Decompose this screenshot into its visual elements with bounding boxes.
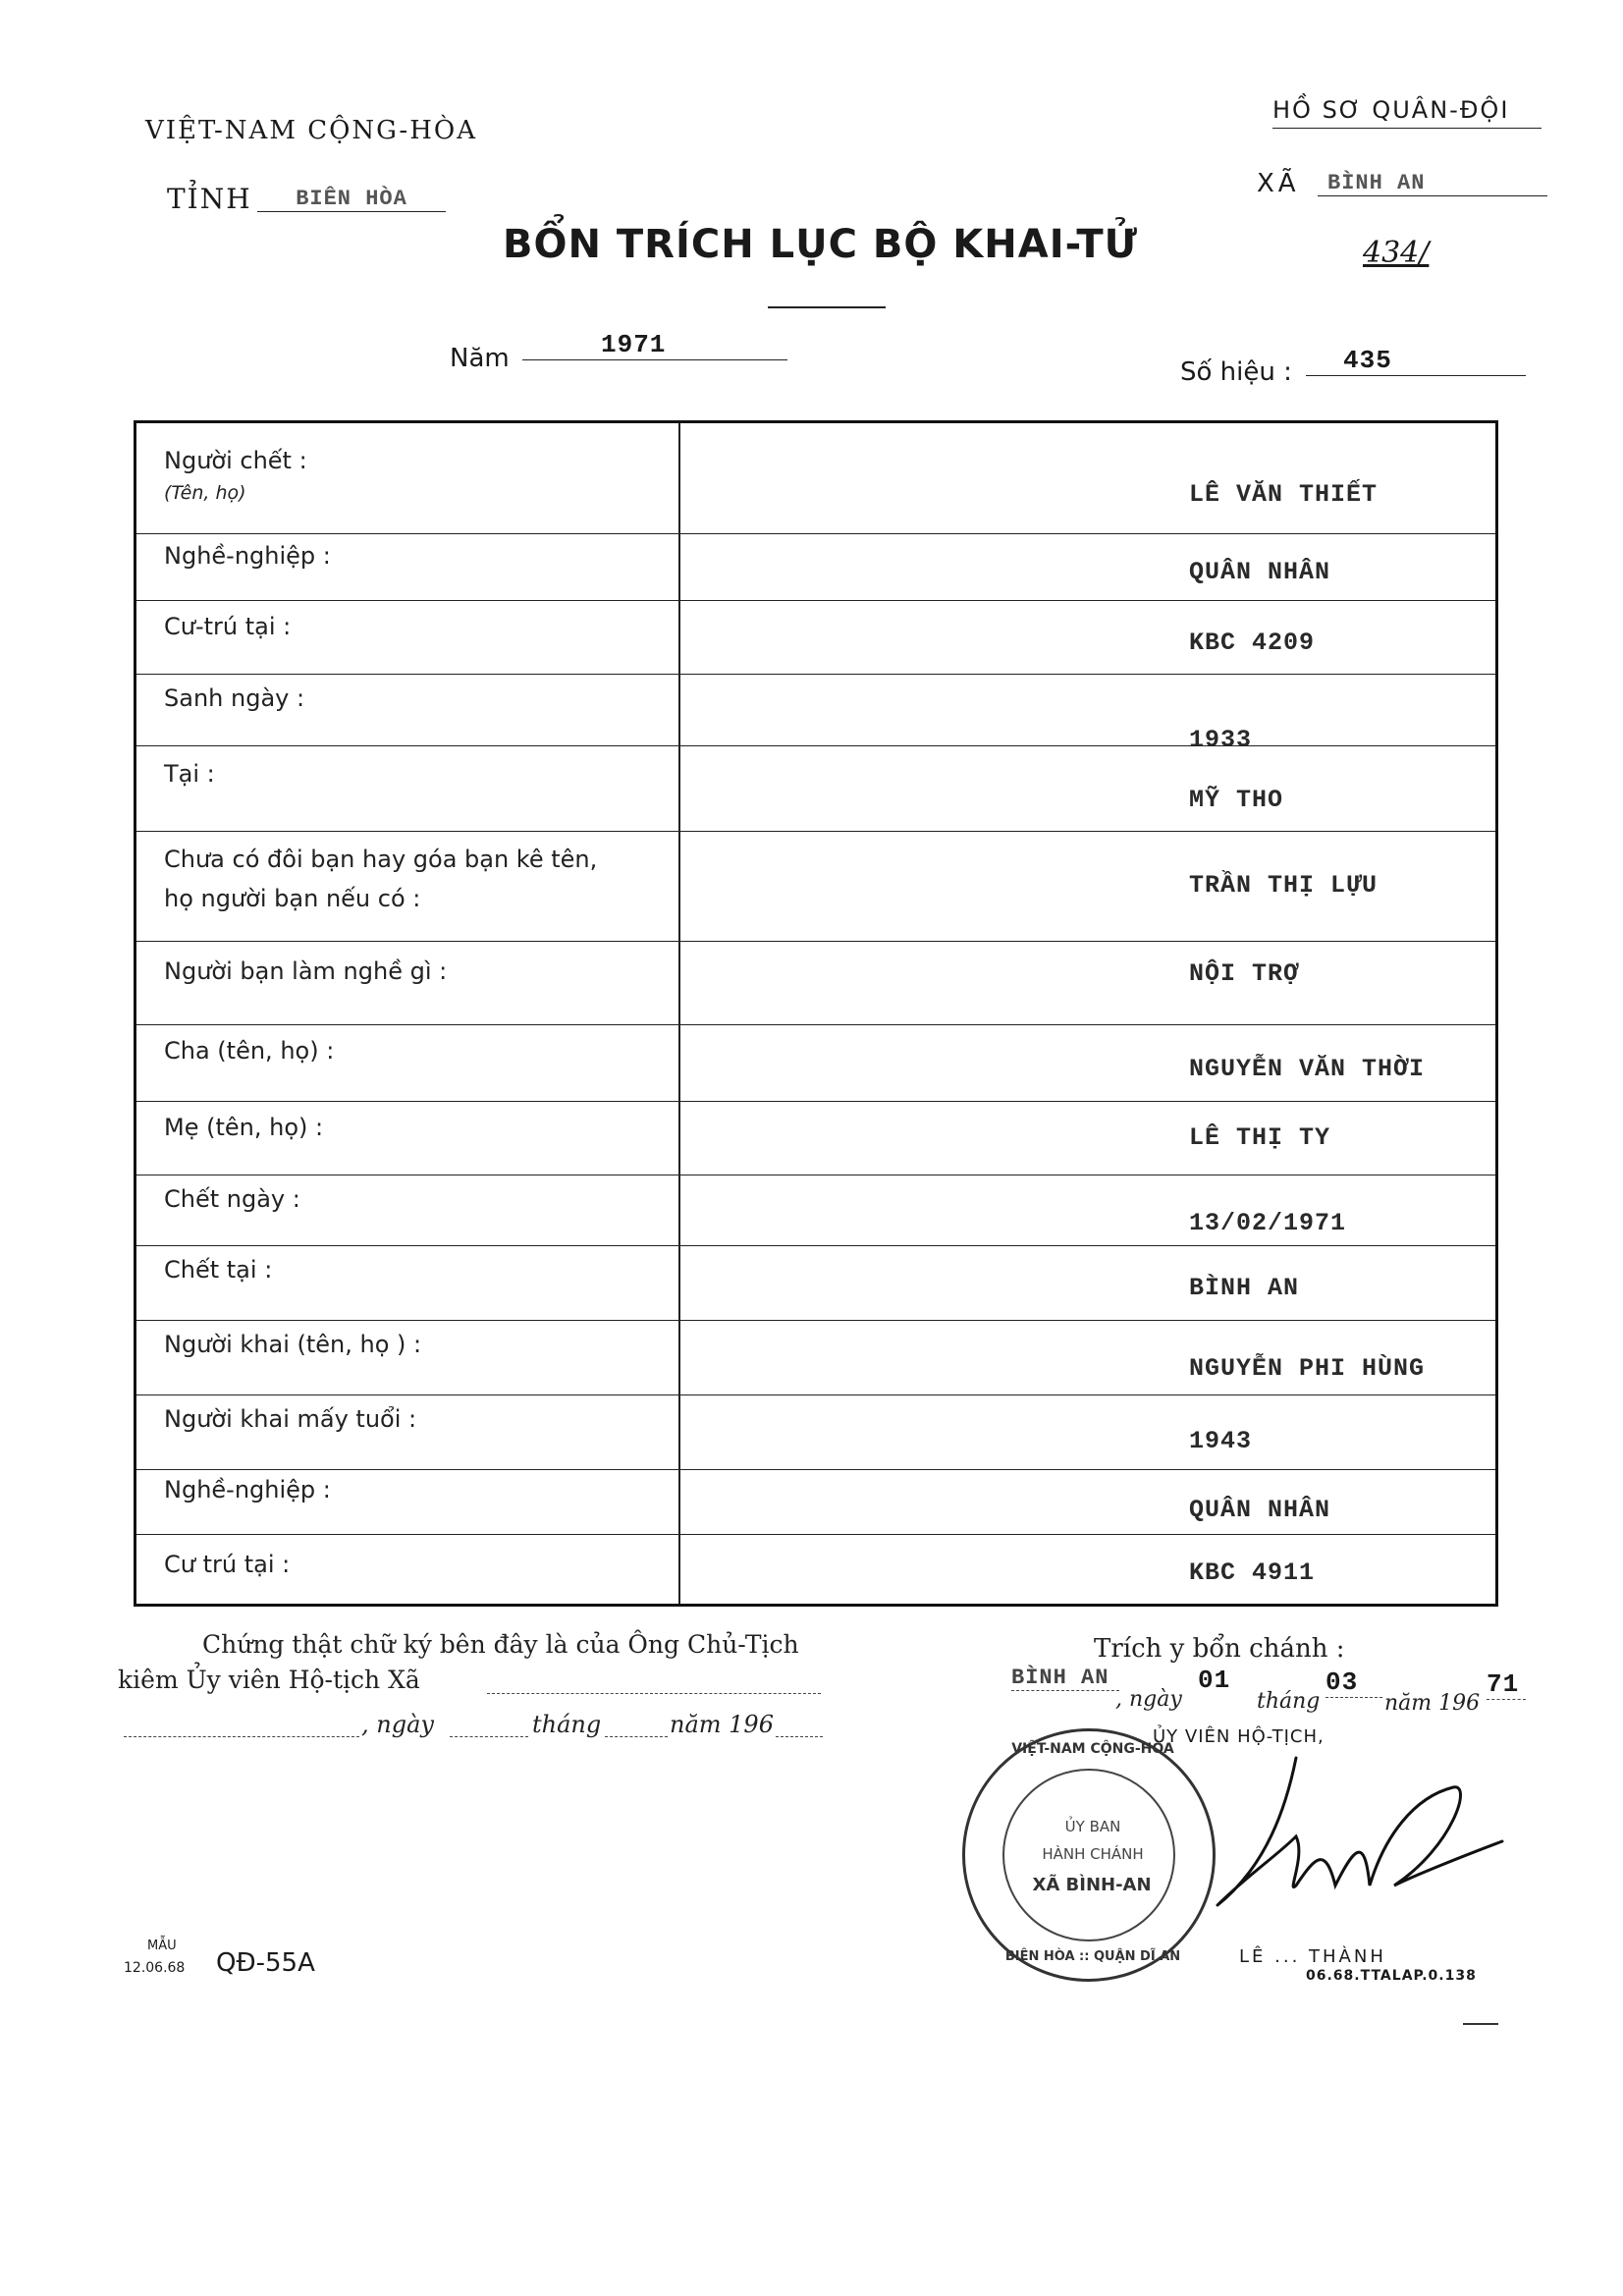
row-value: LÊ VĂN THIẾT (1189, 480, 1379, 509)
table-row (136, 1469, 1495, 1534)
extract-ngay: , ngày (1115, 1687, 1182, 1712)
row-label: Người khai mấy tuổi : (164, 1405, 417, 1433)
row-label: Nghề-nghiệp : (164, 542, 331, 570)
table-row (136, 423, 1495, 533)
certify-date-ngay: , ngày (361, 1711, 434, 1738)
row-label: Cư-trú tại : (164, 613, 292, 640)
table-row (136, 745, 1495, 831)
certify-line-2: kiêm Ủy viên Hộ-tịch Xã (118, 1666, 420, 1694)
table-row (136, 1320, 1495, 1394)
seal-text-bottom: BIÊN HÒA :: QUẬN DĨ AN (1004, 1949, 1181, 1964)
extract-place: BÌNH AN (1011, 1666, 1119, 1691)
form-code: QĐ-55A (216, 1948, 315, 1978)
row-label: Cư trú tại : (164, 1551, 291, 1578)
row-label-continued: họ người bạn nếu có : (164, 885, 421, 912)
serial-label: Số hiệu : (1180, 357, 1292, 387)
row-value: BÌNH AN (1189, 1274, 1300, 1302)
province-value: BIÊN HÒA (257, 187, 446, 212)
row-value: QUÂN NHÂN (1189, 1496, 1331, 1524)
document-title: BỔN TRÍCH LỤC BỘ KHAI-TỬ (503, 222, 1139, 267)
row-label: Chết tại : (164, 1256, 273, 1284)
extract-thang: tháng (1257, 1689, 1321, 1714)
extract-month: 03 (1325, 1667, 1382, 1698)
row-value: LÊ THỊ TY (1189, 1123, 1331, 1152)
certify-day-blank (450, 1736, 528, 1737)
row-value: 1933 (1189, 726, 1253, 754)
row-value: NGUYỄN VĂN THỜI (1189, 1055, 1426, 1083)
extract-label: Trích y bổn chánh : (1094, 1634, 1345, 1664)
year-value: 1971 (522, 330, 787, 360)
form-mau: MẪU (147, 1939, 177, 1953)
table-row (136, 1394, 1495, 1469)
seal-center-2: HÀNH CHÁNH (1042, 1845, 1144, 1863)
table-row (136, 1534, 1495, 1607)
row-label: Cha (tên, họ) : (164, 1037, 335, 1065)
table-row (136, 1101, 1495, 1175)
province-label: TỈNH (167, 183, 252, 215)
table-row (136, 1024, 1495, 1101)
country-name: VIỆT-NAM CỘNG-HÒA (145, 116, 477, 145)
printer-code: 06.68.TTALAP.0.138 (1306, 1968, 1477, 1984)
table-row (136, 533, 1495, 600)
signature-icon (1159, 1738, 1512, 1935)
extract-year: 71 (1487, 1669, 1526, 1700)
death-record-table (134, 420, 1498, 1607)
row-label: Nghề-nghiệp : (164, 1476, 331, 1503)
certify-date-thang: tháng (532, 1711, 602, 1738)
row-label: Người chết : (164, 447, 307, 474)
seal-text-top: VIỆT-NAM CỘNG-HÒA (1011, 1741, 1174, 1757)
seal-center-1: ỦY BAN (1064, 1818, 1121, 1835)
row-value: TRẦN THỊ LỰU (1189, 871, 1379, 900)
row-value: KBC 4209 (1189, 629, 1316, 657)
row-value: QUÂN NHÂN (1189, 558, 1331, 586)
row-label: Sanh ngày : (164, 684, 305, 712)
row-label: Người khai (tên, họ ) : (164, 1331, 422, 1358)
row-label: Người bạn làm nghề gì : (164, 957, 448, 985)
row-value: 1943 (1189, 1427, 1253, 1455)
seal-center-3: XÃ BÌNH-AN (1032, 1875, 1152, 1895)
title-rule (768, 306, 886, 308)
table-row (136, 1245, 1495, 1320)
military-file-label: HỒ SƠ QUÂN-ĐỘI (1272, 96, 1542, 129)
table-row (136, 600, 1495, 674)
year-label: Năm (450, 344, 510, 373)
table-row (136, 1175, 1495, 1245)
row-label: Chưa có đôi bạn hay góa bạn kê tên, (164, 846, 598, 873)
certify-year-blank (776, 1736, 823, 1737)
row-value: 13/02/1971 (1189, 1209, 1347, 1237)
row-value: NGUYỄN PHI HÙNG (1189, 1354, 1426, 1383)
bottom-dash (1463, 2023, 1498, 2025)
certify-commune-blank (487, 1693, 821, 1694)
row-label: Mẹ (tên, họ) : (164, 1114, 324, 1141)
serial-value: 435 (1306, 346, 1526, 376)
certify-date-nam: năm 196 (670, 1711, 774, 1738)
row-label: Chết ngày : (164, 1185, 300, 1213)
certify-line-1: Chứng thật chữ ký bên đây là của Ông Chủ-Tịch (202, 1630, 799, 1659)
official-name: LÊ ... THÀNH (1239, 1946, 1386, 1967)
row-label: Tại : (164, 760, 215, 788)
official-title: ỦY VIÊN HỘ-TỊCH, (1153, 1726, 1325, 1747)
row-value: MỸ THO (1189, 786, 1284, 814)
row-value: KBC 4911 (1189, 1558, 1316, 1587)
form-date: 12.06.68 (124, 1960, 186, 1976)
table-row (136, 831, 1495, 941)
table-row (136, 941, 1495, 1024)
certify-month-blank (605, 1736, 668, 1737)
commune-value: BÌNH AN (1318, 171, 1547, 196)
extract-nam: năm 196 (1384, 1691, 1481, 1716)
row-sublabel: (Tên, họ) (164, 482, 246, 504)
extract-day: 01 (1198, 1666, 1231, 1695)
row-value: NỘI TRỢ (1189, 959, 1300, 988)
certify-place-blank (124, 1736, 359, 1737)
reference-number: 434/ (1363, 236, 1430, 270)
commune-label: XÃ (1257, 169, 1300, 198)
table-row (136, 674, 1495, 754)
